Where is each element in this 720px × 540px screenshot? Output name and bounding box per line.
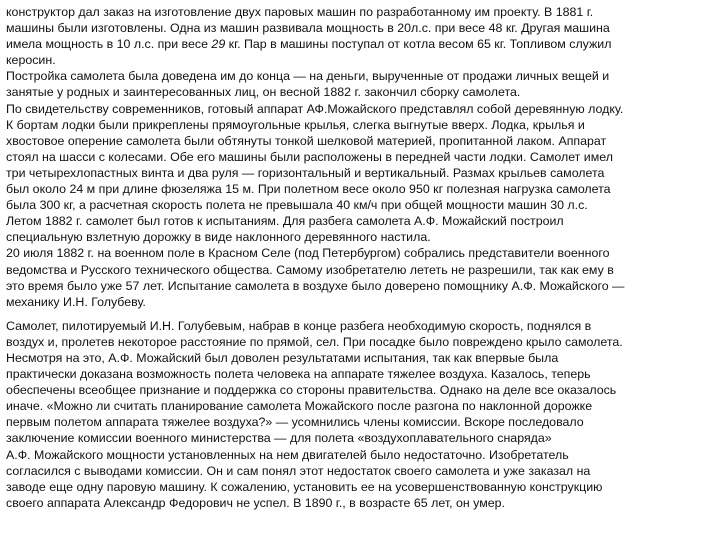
text-line: Летом 1882 г. самолет был готов к испытаниям. Для разбега самолета А.Ф. Можайский построил xyxy=(6,214,564,229)
text-line: обеспечены всеобщее признание и поддержка со стороны правительства. Однако на деле все оказалось xyxy=(6,383,617,398)
text-line: занятые у родных и заинтересованных лиц, он весной 1882 г. закончил сборку самолета. xyxy=(6,85,521,100)
text-line: машины были изготовлены. Одна из машин развивала мощность в 20л.с. при весе 48 кг. Другая машина xyxy=(6,21,610,36)
text-line: К бортам лодки были прикреплены прямоугольные крылья, слегка выгнутые вверх. Лодка, крылья и xyxy=(6,117,585,132)
text-line: А.Ф. Можайского мощности установленных на нем двигателей было недостаточно. Изобретатель xyxy=(6,447,569,462)
text-run: кг. Пар в машины поступал от котла весом 65 кг. Топливом служил xyxy=(225,37,612,52)
text-line: Несмотря на это, А.Ф. Можайский был доволен результатами испытания, так как впервые была xyxy=(6,350,559,365)
text-line: ведомства и Русского технического общества. Самому изобретателю лететь не разрешили, так как ему в xyxy=(6,262,614,277)
text-line: первым полетом аппарата тяжелее воздуха?» — усомнились члены комиссии. Вскоре последовало xyxy=(6,415,584,430)
paragraph-3 xyxy=(6,101,714,246)
paragraph-4 xyxy=(6,245,714,309)
text-line: был около 24 м при длине фюзеляжа 15 м. При полетном весе около 950 кг полезная нагрузка самолета xyxy=(6,182,611,197)
text-run: имела мощность в 10 л.с. при весе xyxy=(6,37,212,52)
text-line: была 300 кг, а расчетная скорость полета не превышала 40 км/ч при общей мощности машин 30 л.с. xyxy=(6,198,588,213)
text-line: керосин. xyxy=(6,53,56,68)
text-line: Постройка самолета была доведена им до конца — на деньги, вырученные от продажи личных вещей и xyxy=(6,69,610,84)
paragraph-2 xyxy=(6,68,714,100)
text-line: заводе еще одну паровую машину. К сожалению, установить ее на усовершенствованную конструкцию xyxy=(6,479,603,494)
text-line: 20 июля 1882 г. на военном поле в Красном Селе (под Петербургом) собрались представители военного xyxy=(6,246,610,261)
text-line: механику И.Н. Голубеву. xyxy=(6,294,146,309)
text-line: Самолет, пилотируемый И.Н. Голубевым, набрав в конце разбега необходимую скорость, поднялся в xyxy=(6,318,592,333)
text-line: это время было уже 57 лет. Испытание самолета в воздухе было доверено помощнику А.Ф. Можайского — xyxy=(6,278,625,293)
text-line: три четырехлопастных винта и два руля — горизонтальный и вертикальный. Размах крыльев самолета xyxy=(6,165,605,180)
text-line: По свидетельству современников, готовый аппарат АФ.Можайского представлял собой деревянную лодку. xyxy=(6,101,624,116)
text-line: согласился с выводами комиссии. Он и сам понял этот недостаток своего самолета и уже заказал на xyxy=(6,463,591,478)
text-line: воздух и, пролетев некоторое расстояние по прямой, сел. При посадке было повреждено крыло самолета. xyxy=(6,334,623,349)
italic-number: 29 xyxy=(211,37,226,52)
text-line: своего аппарата Александр Федорович не успел. В 1890 г., в возрасте 65 лет, он умер. xyxy=(6,495,505,510)
text-line: практически доказана возможность полета человека на аппарате тяжелее воздуха. Казалось, теперь xyxy=(6,367,591,382)
text-line: специальную взлетную дорожку в виде наклонного деревянного настила. xyxy=(6,230,431,245)
paragraph-1 xyxy=(6,4,714,68)
text-line: иначе. «Можно ли считать планирование самолета Можайского после разгона по наклонной дорожке xyxy=(6,399,593,414)
text-line: заключение комиссии военного министерства — для полета «воздухоплавательного снаряда» xyxy=(6,431,552,446)
text-line: стоял на шасси с колесами. Обе его машины были расположены в передней части лодки. Самолет имел xyxy=(6,149,613,164)
text-line xyxy=(6,36,714,52)
text-line: конструктор дал заказ на изготовление двух паровых машин по разработанному им проекту. В 1881 г. xyxy=(6,5,594,19)
paragraph-5 xyxy=(6,318,714,511)
text-line: хвостовое оперение самолета были обтянуты тонкой шелковой материей, пропитанной лаком. Аппарат xyxy=(6,133,607,148)
